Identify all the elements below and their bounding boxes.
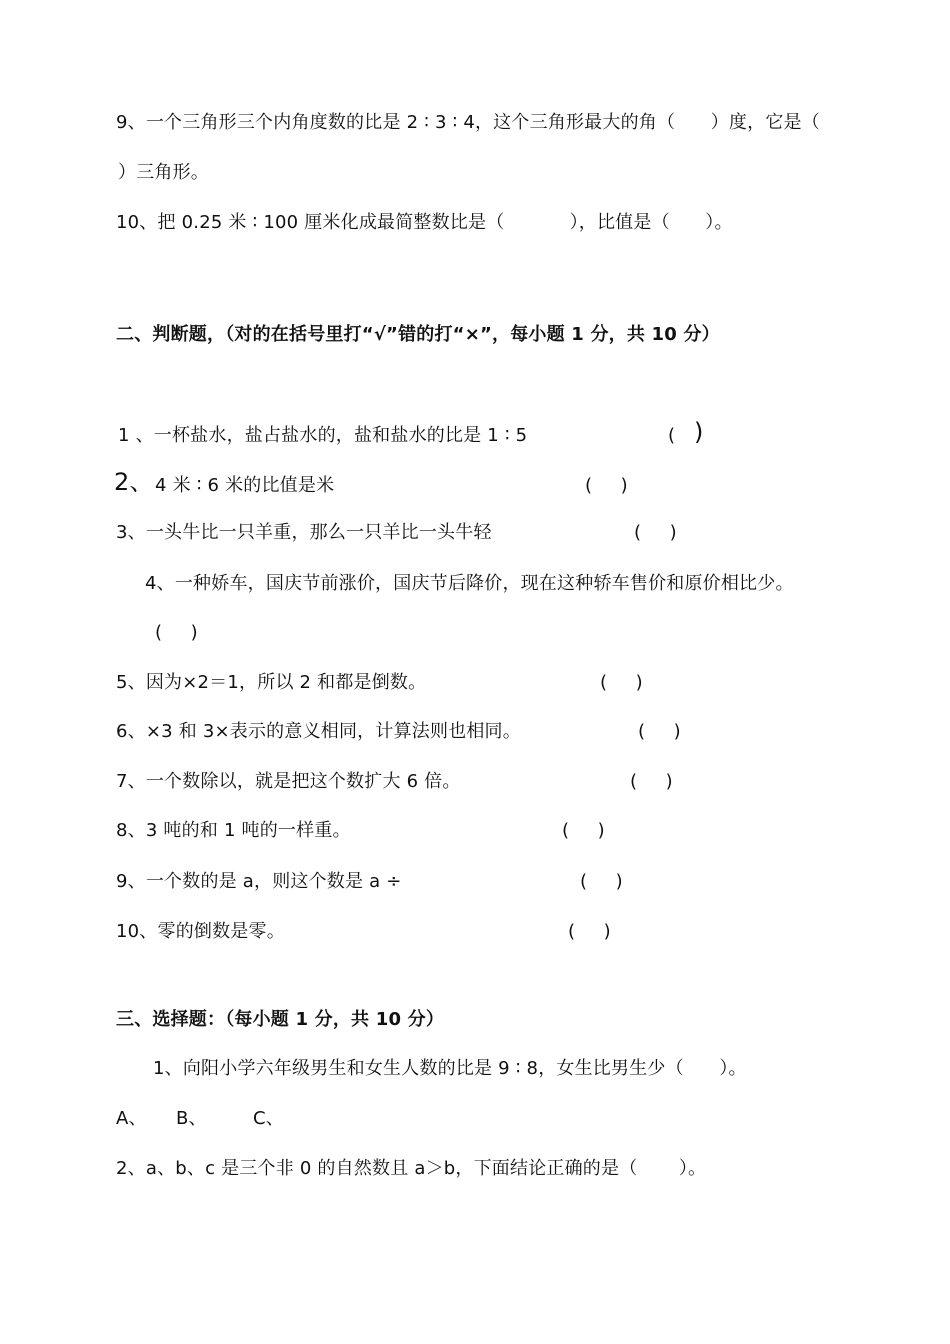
answer-paren-open: ( xyxy=(668,425,676,446)
answer-paren: ( ) xyxy=(600,672,643,693)
choice-question-1: 1、向阳小学六年级男生和女生人数的比是 9 ∶ 8，女生比男生少（ ）。 xyxy=(153,1058,747,1079)
judge-question-7: 7、一个数除以，就是把这个数扩大 6 倍。 xyxy=(116,771,461,792)
choice-option-a: A、 xyxy=(116,1108,147,1129)
judge-question-2-number: 2、 xyxy=(114,468,154,496)
judge-question-5: 5、因为×2＝1，所以 2 和都是倒数。 xyxy=(116,672,427,693)
judge-question-4: 4、一种娇车，国庆节前涨价，国庆节后降价，现在这种轿车售价和原价相比少。 xyxy=(145,573,794,594)
section-2-heading: 二、判断题，（对的在括号里打“√”错的打“×”，每小题 1 分，共 10 分） xyxy=(116,324,720,345)
choice-question-2: 2、a、b、c 是三个非 0 的自然数且 a＞b，下面结论正确的是（ ）。 xyxy=(116,1158,707,1179)
judge-question-3: 3、一头牛比一只羊重，那么一只羊比一头牛轻 xyxy=(116,522,492,543)
fill-question-9-line1: 9、一个三角形三个内角度数的比是 2 ∶ 3 ∶ 4，这个三角形最大的角（ ）度，它是（ xyxy=(116,112,820,133)
answer-paren: ( ) xyxy=(155,622,198,643)
section-3-heading: 三、选择题：（每小题 1 分，共 10 分） xyxy=(116,1009,445,1030)
answer-paren: ( ) xyxy=(630,771,673,792)
judge-question-10: 10、零的倒数是零。 xyxy=(116,921,285,942)
answer-paren: ( ) xyxy=(585,475,628,496)
fill-question-9-line2: ）三角形。 xyxy=(118,162,209,183)
answer-paren: ( ) xyxy=(638,721,681,742)
fill-question-10: 10、把 0.25 米 ∶ 100 厘米化成最简整数比是（ ），比值是（ ）。 xyxy=(116,212,733,233)
judge-question-9: 9、一个数的是 a，则这个数是 a ÷ xyxy=(116,871,402,892)
answer-paren: ( ) xyxy=(562,820,605,841)
answer-paren: ( ) xyxy=(568,921,611,942)
answer-paren: ( ) xyxy=(634,522,677,543)
answer-paren: ( ) xyxy=(580,871,623,892)
choice-option-c: C、 xyxy=(253,1108,284,1129)
choice-option-b: B、 xyxy=(176,1108,207,1129)
judge-question-1: 1 、一杯盐水，盐占盐水的，盐和盐水的比是 1 ∶ 5 xyxy=(118,425,528,446)
judge-question-6: 6、×3 和 3×表示的意义相同，计算法则也相同。 xyxy=(116,721,521,742)
judge-question-2: 4 米 ∶ 6 米的比值是米 xyxy=(155,475,335,496)
answer-paren-close: ) xyxy=(694,418,704,446)
judge-question-8: 8、3 吨的和 1 吨的一样重。 xyxy=(116,820,351,841)
